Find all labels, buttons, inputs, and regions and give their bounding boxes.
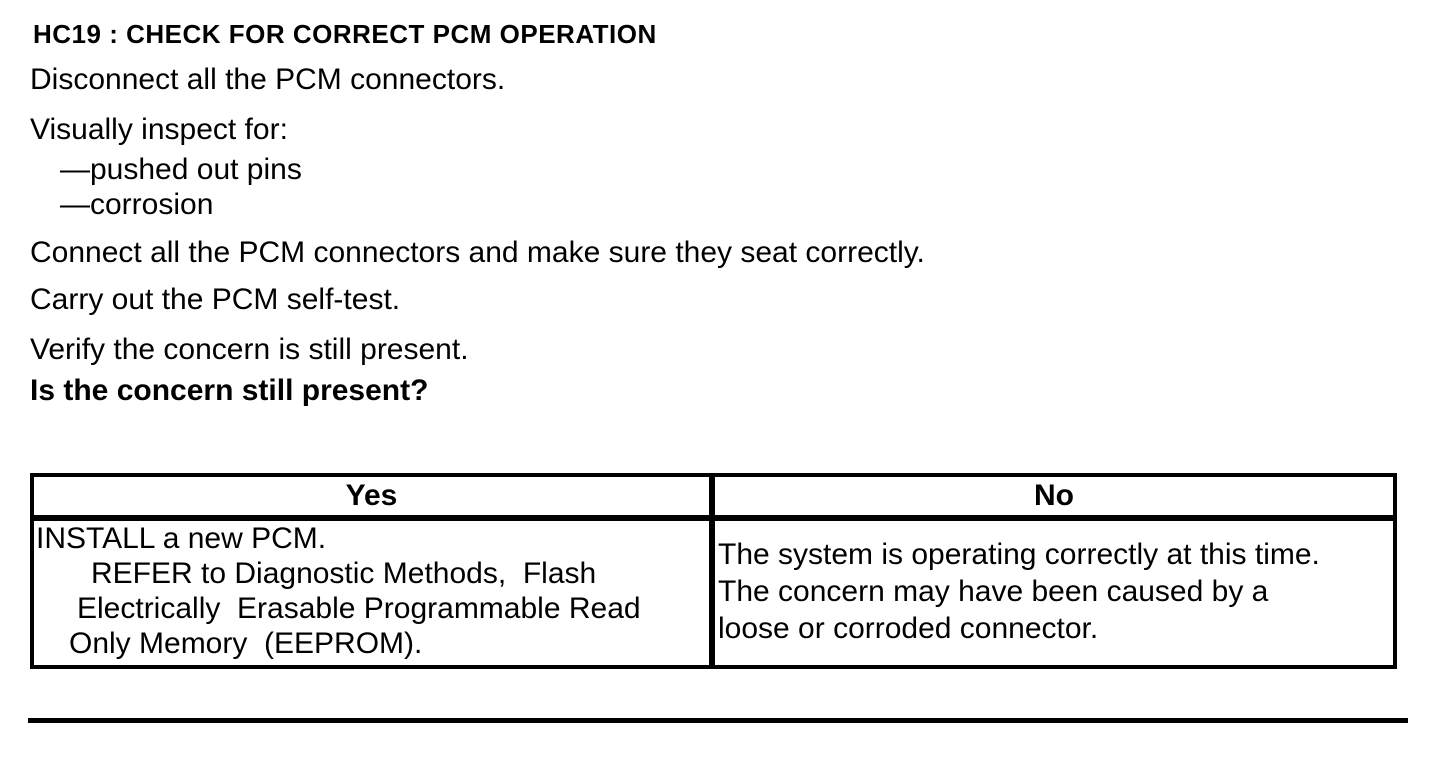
- no-cell: [715, 521, 1393, 665]
- step-connect-connectors: Connect all the PCM connectors and make sure they seat correctly.: [30, 236, 925, 269]
- page-title: HC19 : CHECK FOR CORRECT PCM OPERATION: [33, 19, 657, 49]
- results-table: [30, 473, 1397, 669]
- no-column-header: No: [715, 477, 1393, 521]
- yes-cell-line: Only Memory (EEPROM).: [69, 627, 423, 660]
- no-cell-line: The system is operating correctly at this time.: [718, 538, 1320, 571]
- yes-cell-line: REFER to Diagnostic Methods, Flash: [91, 557, 597, 590]
- step-visually-inspect: Visually inspect for:: [30, 113, 288, 146]
- step-verify-concern: Verify the concern is still present.: [30, 333, 469, 366]
- no-cell-line: The concern may have been caused by a: [718, 575, 1269, 608]
- inspect-item-corrosion: —corrosion: [60, 188, 214, 221]
- yes-column-header: Yes: [34, 477, 715, 521]
- no-cell-line: loose or corroded connector.: [718, 612, 1099, 645]
- page-bottom-rule: [28, 718, 1408, 723]
- yes-cell: [34, 521, 715, 665]
- inspect-item-pushed-out-pins: —pushed out pins: [60, 153, 302, 186]
- step-disconnect-connectors: Disconnect all the PCM connectors.: [30, 63, 506, 96]
- yes-cell-line: Electrically Erasable Programmable Read: [77, 592, 641, 625]
- question-prompt: Is the concern still present?: [30, 374, 429, 407]
- yes-cell-line: INSTALL a new PCM.: [36, 522, 327, 555]
- step-self-test: Carry out the PCM self-test.: [30, 283, 401, 316]
